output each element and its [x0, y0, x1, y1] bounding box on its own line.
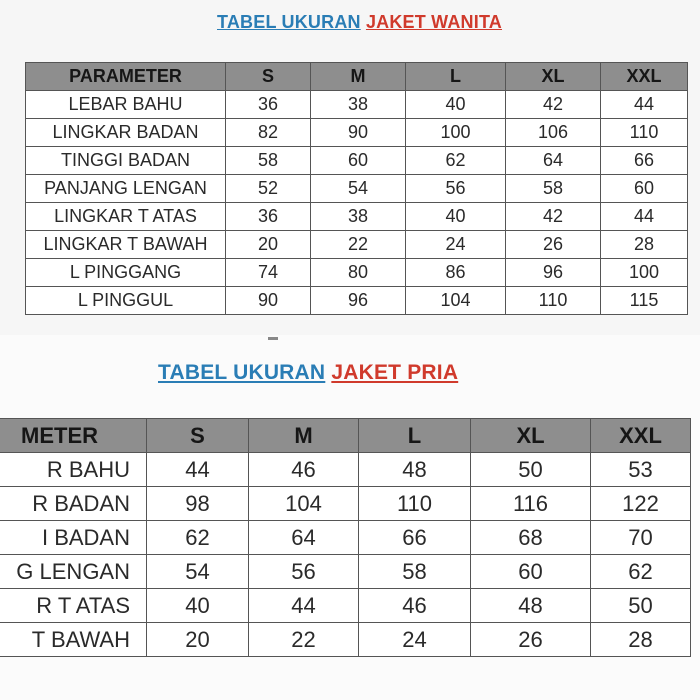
value-cell: 60 — [601, 175, 688, 203]
value-cell: 90 — [311, 119, 406, 147]
header-size-xl: XL — [471, 419, 591, 453]
value-cell: 26 — [506, 231, 601, 259]
value-cell: 22 — [311, 231, 406, 259]
table-row — [0, 623, 691, 657]
parameter-cell: LINGKAR T BAWAH — [26, 231, 226, 259]
header-size-s: S — [147, 419, 249, 453]
parameter-cell: LINGKAR BADAN — [26, 119, 226, 147]
value-cell: 74 — [226, 259, 311, 287]
table-row — [26, 231, 688, 259]
value-cell: 100 — [601, 259, 688, 287]
table-row — [26, 287, 688, 315]
value-cell: 46 — [249, 453, 359, 487]
value-cell: 36 — [226, 203, 311, 231]
parameter-cell: L PINGGUL — [26, 287, 226, 315]
table-row — [26, 175, 688, 203]
value-cell: 22 — [249, 623, 359, 657]
value-cell: 40 — [406, 203, 506, 231]
table-row — [0, 487, 691, 521]
value-cell: 64 — [506, 147, 601, 175]
value-cell: 116 — [471, 487, 591, 521]
men-title-part2: JAKET PRIA — [331, 361, 459, 384]
value-cell: 24 — [406, 231, 506, 259]
value-cell: 44 — [601, 203, 688, 231]
value-cell: 104 — [406, 287, 506, 315]
parameter-cell: R BAHU — [0, 453, 147, 487]
value-cell: 53 — [591, 453, 691, 487]
women-size-table — [25, 62, 688, 315]
table-row — [0, 555, 691, 589]
value-cell: 40 — [147, 589, 249, 623]
value-cell: 58 — [226, 147, 311, 175]
value-cell: 60 — [471, 555, 591, 589]
value-cell: 38 — [311, 91, 406, 119]
header-size-xxl: XXL — [591, 419, 691, 453]
value-cell: 86 — [406, 259, 506, 287]
header-size-xxl: XXL — [601, 63, 688, 91]
parameter-cell: L PINGGANG — [26, 259, 226, 287]
value-cell: 115 — [601, 287, 688, 315]
women-table-title — [217, 12, 502, 33]
value-cell: 38 — [311, 203, 406, 231]
table-header-row — [26, 63, 688, 91]
value-cell: 40 — [406, 91, 506, 119]
value-cell: 20 — [226, 231, 311, 259]
men-title-part1: TABEL UKURAN — [158, 361, 326, 384]
value-cell: 62 — [147, 521, 249, 555]
value-cell: 68 — [471, 521, 591, 555]
header-parameter: PARAMETER — [26, 63, 226, 91]
value-cell: 82 — [226, 119, 311, 147]
value-cell: 110 — [359, 487, 471, 521]
value-cell: 44 — [249, 589, 359, 623]
table-row — [26, 259, 688, 287]
header-size-s: S — [226, 63, 311, 91]
parameter-cell: R T ATAS — [0, 589, 147, 623]
value-cell: 44 — [147, 453, 249, 487]
header-size-l: L — [359, 419, 471, 453]
parameter-cell: T BAWAH — [0, 623, 147, 657]
header-size-xl: XL — [506, 63, 601, 91]
header-size-l: L — [406, 63, 506, 91]
value-cell: 28 — [591, 623, 691, 657]
value-cell: 28 — [601, 231, 688, 259]
value-cell: 58 — [506, 175, 601, 203]
value-cell: 106 — [506, 119, 601, 147]
table-row — [0, 521, 691, 555]
header-parameter: METER — [0, 419, 147, 453]
table-row — [26, 119, 688, 147]
table-row — [26, 147, 688, 175]
value-cell: 54 — [311, 175, 406, 203]
value-cell: 56 — [406, 175, 506, 203]
men-table-title — [158, 361, 458, 385]
value-cell: 42 — [506, 203, 601, 231]
value-cell: 50 — [471, 453, 591, 487]
value-cell: 96 — [506, 259, 601, 287]
header-size-m: M — [311, 63, 406, 91]
value-cell: 62 — [591, 555, 691, 589]
women-title-part1: TABEL UKURAN — [217, 12, 361, 32]
table-header-row — [0, 419, 691, 453]
value-cell: 48 — [359, 453, 471, 487]
value-cell: 66 — [359, 521, 471, 555]
parameter-cell: LEBAR BAHU — [26, 91, 226, 119]
parameter-cell: I BADAN — [0, 521, 147, 555]
parameter-cell: TINGGI BADAN — [26, 147, 226, 175]
value-cell: 98 — [147, 487, 249, 521]
value-cell: 44 — [601, 91, 688, 119]
value-cell: 66 — [601, 147, 688, 175]
value-cell: 70 — [591, 521, 691, 555]
women-title-part2: JAKET WANITA — [365, 12, 503, 32]
value-cell: 90 — [226, 287, 311, 315]
table-row — [26, 203, 688, 231]
value-cell: 46 — [359, 589, 471, 623]
value-cell: 62 — [406, 147, 506, 175]
parameter-cell: LINGKAR T ATAS — [26, 203, 226, 231]
table-row — [0, 589, 691, 623]
table-row — [26, 91, 688, 119]
parameter-cell: R BADAN — [0, 487, 147, 521]
value-cell: 48 — [471, 589, 591, 623]
parameter-cell: PANJANG LENGAN — [26, 175, 226, 203]
value-cell: 36 — [226, 91, 311, 119]
value-cell: 60 — [311, 147, 406, 175]
value-cell: 58 — [359, 555, 471, 589]
value-cell: 96 — [311, 287, 406, 315]
value-cell: 64 — [249, 521, 359, 555]
header-size-m: M — [249, 419, 359, 453]
value-cell: 110 — [601, 119, 688, 147]
value-cell: 52 — [226, 175, 311, 203]
value-cell: 42 — [506, 91, 601, 119]
value-cell: 24 — [359, 623, 471, 657]
divider-mark — [268, 337, 278, 340]
value-cell: 104 — [249, 487, 359, 521]
value-cell: 26 — [471, 623, 591, 657]
value-cell: 110 — [506, 287, 601, 315]
value-cell: 122 — [591, 487, 691, 521]
value-cell: 56 — [249, 555, 359, 589]
parameter-cell: G LENGAN — [0, 555, 147, 589]
value-cell: 80 — [311, 259, 406, 287]
value-cell: 100 — [406, 119, 506, 147]
value-cell: 54 — [147, 555, 249, 589]
men-size-table — [0, 418, 691, 657]
table-row — [0, 453, 691, 487]
value-cell: 20 — [147, 623, 249, 657]
value-cell: 50 — [591, 589, 691, 623]
